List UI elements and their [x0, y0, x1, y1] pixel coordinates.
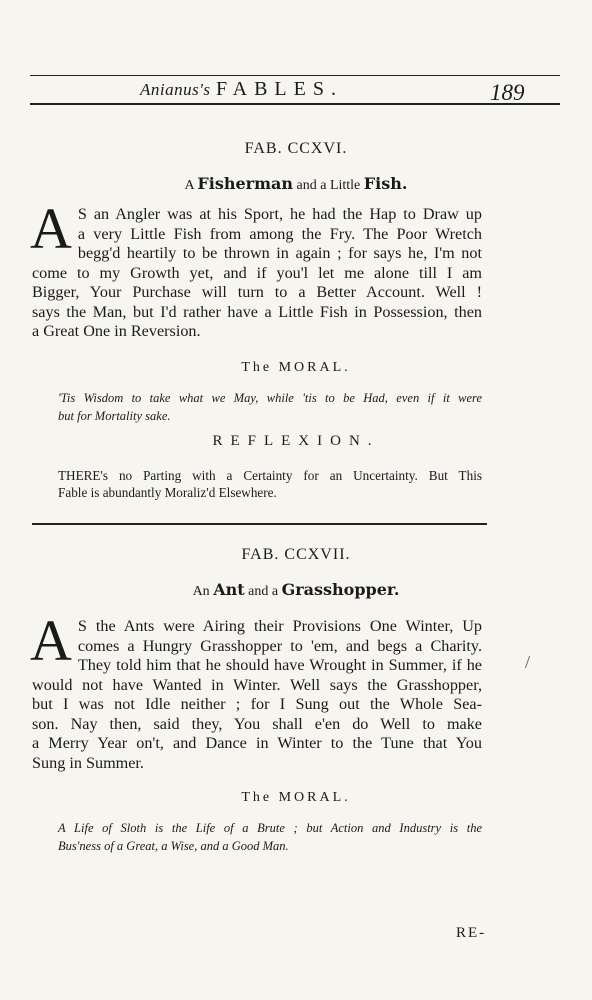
fable1-moral-line: 'Tis Wisdom to take what we May, while 'tis to be Had, even if it were	[58, 391, 482, 405]
fable2-line: comes a Hungry Grasshopper to 'em, and begs a Charity.	[77, 636, 482, 655]
fable2-number: FAB. CCXVII.	[241, 546, 351, 563]
fable1-line: Bigger, Your Purchase will turn to a Better Account. Well !	[32, 283, 482, 301]
fable1-reflexion-heading: REFLEXION.	[212, 433, 380, 449]
running-head-author: Anianus's	[140, 80, 211, 99]
fable2-line: but I was not Idle neither ; for I Sung out the Whole Sea-	[32, 695, 482, 713]
fable2-title-mid: and a	[248, 584, 279, 599]
fable2-title-word1: Ant	[213, 580, 245, 599]
section-divider	[32, 523, 487, 525]
header-top-rule	[30, 75, 560, 76]
fable2-moral-line: Bus'ness of a Great, a Wise, and a Good Man.	[58, 839, 289, 853]
fable1-moral-line: but for Mortality sake.	[58, 409, 171, 423]
fable1-line: says the Man, but I'd rather have a Little Fish in Possession, then	[32, 302, 482, 321]
fable1-line: a very Little Fish from among the Fry. The Poor Wretch	[77, 224, 482, 243]
fable1-number: FAB. CCXVI.	[244, 140, 348, 157]
fable2-body	[30, 608, 482, 773]
fable1-reflexion-line: THERE's no Parting with a Certainty for an Uncertainty. But This	[58, 468, 482, 483]
fable1-moral	[58, 389, 482, 425]
catchword: RE-	[456, 925, 487, 941]
running-head	[140, 78, 343, 101]
fable2-dropcap: A	[30, 608, 72, 673]
fable1-line: begg'd heartily to be thrown in again ; for says he, I'm not	[77, 244, 482, 262]
fable2-moral	[58, 819, 482, 855]
fable2-moral-line: A Life of Sloth is the Life of a Brute ; but Action and Industry is the	[58, 821, 482, 835]
page-number: 189	[490, 80, 525, 105]
fable1-moral-heading: The MORAL.	[241, 360, 351, 375]
fable1-title-pre: A	[184, 178, 194, 193]
fable2-title	[0, 580, 592, 600]
header-bottom-rule	[30, 103, 560, 105]
fable1-reflexion-line: Fable is abundantly Moraliz'd Elsewhere.	[58, 485, 277, 500]
fable2-line: They told him that he should have Wrought in Summer, if he	[77, 656, 482, 674]
running-head-title: FABLES.	[215, 78, 343, 100]
margin-mark: /	[525, 652, 531, 672]
fable2-title-word2: Grasshopper.	[281, 580, 400, 599]
fable1-line: a Great One in Reversion.	[32, 322, 201, 340]
fable1-body	[30, 196, 482, 342]
fable1-line: S an Angler was at his Sport, he had the Hap to Draw up	[77, 205, 482, 223]
fable2-line: would not have Wanted in Winter. Well says the Grasshopper,	[32, 675, 482, 694]
fable2-title-pre: An	[192, 584, 210, 599]
fable2-line: a Merry Year on't, and Dance in Winter to the Tune that You	[32, 734, 482, 752]
fable1-title-word2: Fish.	[363, 174, 408, 193]
fable1-reflexion	[58, 467, 482, 501]
fable1-title-word1: Fisherman	[197, 174, 294, 193]
fable2-line: S the Ants were Airing their Provisions One Winter, Up	[77, 617, 482, 635]
fable2-moral-heading: The MORAL.	[241, 790, 351, 805]
fable1-title-mid: and a Little	[296, 178, 361, 193]
fable1-line: come to my Growth yet, and if you'l let me alone till I am	[32, 263, 482, 282]
fable1-dropcap: A	[30, 196, 72, 261]
fable2-line: son. Nay then, said they, You shall e'en do Well to make	[32, 714, 482, 733]
fable1-title	[0, 174, 592, 194]
fable2-line: Sung in Summer.	[32, 753, 144, 772]
